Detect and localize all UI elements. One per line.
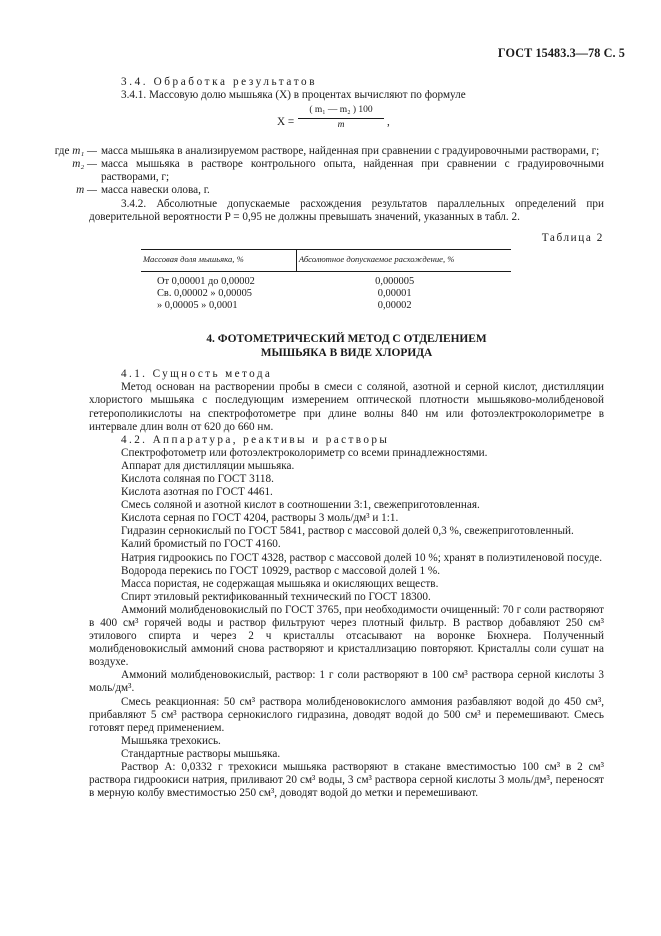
definition-text: масса мышьяка в растворе контрольного опыта, найденная при сравнении с градуировочными растворами, г; (101, 158, 604, 184)
table-header-cell: Абсолютное допускаемое расхождение, % (296, 249, 511, 272)
page-header: ГОСТ 15483.3—78 С. 5 (497, 46, 625, 60)
table-caption: Таблица 2 (541, 231, 604, 244)
list-item: Спирт этиловый ректификованный технический по ГОСТ 18300. (121, 590, 431, 603)
definition-item (35, 184, 604, 197)
list-item: Кислота серная по ГОСТ 4204, растворы 3 моль/дм³ и 1:1. (121, 512, 399, 525)
list-item: Аммоний молибденовокислый, раствор: 1 г соли растворяют в 100 см³ раствора серной кислоты 3 моль/дм³. (89, 669, 604, 695)
tolerance-table (141, 249, 511, 311)
list-item: Калий бромистый по ГОСТ 4160. (121, 538, 281, 551)
formula (89, 104, 604, 142)
paragraph-4-1: Метод основан на растворении пробы в смеси с соляной, азотной и серной кислот, дистилляции хлористого мышьяка с последующим измерением оптической плотности мышьяково-молибденовой гетерополикислоты на спектрофотометре при длине волны 840 нм или фотоэлектроколориметре в интервале длин волн от 620 до 660 нм. (89, 381, 604, 433)
list-item: Гидразин сернокислый по ГОСТ 5841, раствор с массовой долей 0,3 %, свежеприготовленный. (121, 525, 574, 538)
list-item: Кислота азотная по ГОСТ 4461. (121, 486, 273, 499)
table-cell: От 0,00001 до 0,00002 (157, 276, 255, 288)
paragraph-3-4-1: 3.4.1. Массовую долю мышьяка (X) в процентах вычисляют по формуле (121, 89, 466, 102)
table-header-row (141, 249, 511, 272)
list-item: Аппарат для дистилляции мышьяка. (121, 459, 295, 472)
list-item: Кислота соляная по ГОСТ 3118. (121, 472, 274, 485)
document-body (54, 76, 604, 800)
section-3-4-title: 3.4. Обработка результатов (121, 76, 318, 88)
list-item: Раствор А: 0,0332 г трехокиси мышьяка растворяют в стакане вместимостью 100 см³ в 2 см³ раствора гидроокиси натрия, приливают 20 см³ воды, 3 см³ раствора серной кислоты 3 моль/дм³, переносят в мерную колбу вместимостью 250 см³, доводят водой до метки и перемешивают. (89, 761, 604, 800)
definition-symbol: m — (76, 184, 97, 197)
formula-tail: , (387, 116, 390, 129)
list-item: Натрия гидроокись по ГОСТ 4328, раствор с массовой долей 10 %; хранят в полиэтиленовой посуде. (121, 551, 603, 564)
table-cell: 0,00002 (377, 299, 412, 311)
definition-item (35, 158, 604, 184)
table-row (141, 300, 511, 312)
definition-text: масса навески олова, г. (101, 184, 210, 197)
list-item: Стандартные растворы мышьяка. (121, 747, 281, 760)
table-row (141, 288, 511, 300)
list-item: Аммоний молибденовокислый по ГОСТ 3765, при необходимости очищенный: 70 г соли растворяют в 400 см³ горячей воды и раствор фильтруют через плотный фильтр. В раствор добавляют 250 см³ этилового спирта и через 2 ч кристаллы отсасывают на воронке Бюхнера. Полученный молибденовокислый аммоний снова растворяют и кристаллизацию повторяют. Кристаллы соли сушат на воздухе. (89, 603, 604, 669)
definitions-list (35, 145, 604, 197)
definition-item (35, 145, 604, 158)
definition-text: масса мышьяка в анализируемом растворе, найденная при сравнении с градуировочными растворами, г; (101, 145, 600, 158)
table-header-cell: Массовая доля мышьяка, % (141, 249, 296, 272)
list-item: Мышьяка трехокись. (121, 734, 221, 747)
formula-numerator: ( m₁ — m₂ ) 100 (298, 105, 384, 119)
formula-fraction (298, 105, 384, 132)
list-item: Смесь реакционная: 50 см³ раствора молибденовокислого аммония разбавляют водой до 450 см³, прибавляют 5 см³ раствора сернокислого гидразина, доводят водой до 500 см³ и перемешивают. Смесь готовят перед применением. (89, 695, 604, 734)
section-4-title: 4. ФОТОМЕТРИЧЕСКИЙ МЕТОД С ОТДЕЛЕНИЕМ МЫШЬЯКА В ВИДЕ ХЛОРИДА (206, 333, 487, 359)
list-item: Водорода перекись по ГОСТ 10929, раствор с массовой долей 1 %. (121, 564, 440, 577)
section-4-1-title: 4.1. Сущность метода (121, 368, 273, 381)
definition-symbol: где m₁ — (54, 145, 97, 158)
list-item: Масса пористая, не содержащая мышьяка и окисляющих веществ. (121, 577, 439, 590)
definition-symbol: m₂ — (72, 158, 97, 171)
formula-denominator: m (337, 120, 345, 131)
table-cell: 0,000005 (375, 276, 415, 288)
section-4-2-title: 4.2. Аппаратура, реактивы и растворы (121, 433, 390, 446)
list-item: Смесь соляной и азотной кислот в соотношении 3:1, свежеприготовленная. (121, 499, 480, 512)
paragraph-3-4-2: 3.4.2. Абсолютные допускаемые расхождения результатов параллельных определений при доверительной вероятности P = 0,95 не должны превышать значений, указанных в табл. 2. (89, 197, 604, 223)
reagents-list (89, 447, 604, 801)
list-item: Спектрофотометр или фотоэлектроколориметр со всеми принадлежностями. (121, 446, 488, 459)
formula-lhs: X = (277, 116, 295, 129)
table-cell: Св. 0,00002 » 0,00005 (157, 288, 252, 300)
table-row (141, 272, 511, 288)
table-cell: » 0,00005 » 0,0001 (157, 299, 238, 311)
table-cell: 0,00001 (377, 288, 412, 300)
